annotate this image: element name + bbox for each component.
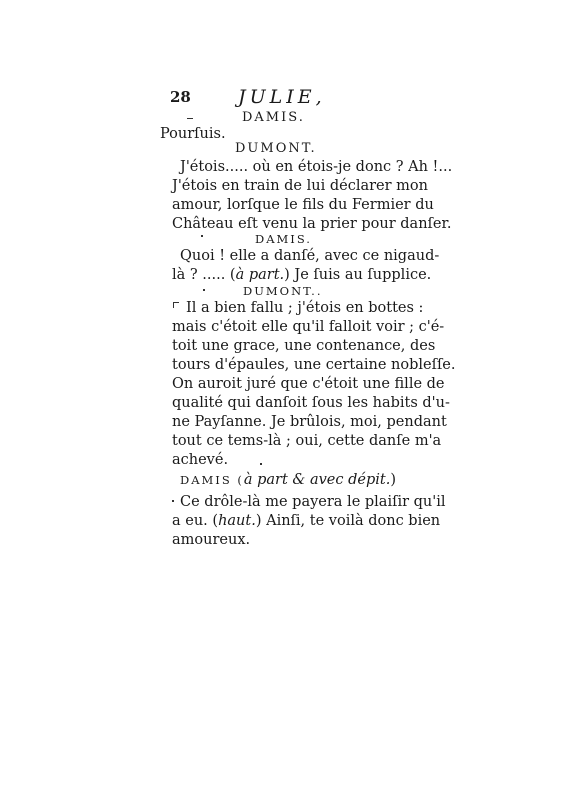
dialogue-line: qualité qui danſoit ſous les habits d'u- <box>172 395 450 411</box>
text-segment: ) Ainſi, te voilà donc bien <box>255 513 441 529</box>
dialogue-line: Ce drôle-là me payera le plaiſir qu'il <box>180 494 446 510</box>
speaker-name: DAMIS ( <box>180 473 244 487</box>
stray-mark <box>173 302 174 308</box>
stray-mark <box>172 500 174 502</box>
text-segment: là ? ..... ( <box>172 267 236 283</box>
stage-direction: à part. <box>235 267 285 283</box>
speaker-damis-direction <box>180 470 420 490</box>
text-segment: a eu. ( <box>172 513 219 529</box>
speaker-damis: DAMIS. <box>255 232 312 246</box>
dialogue-line <box>172 511 441 531</box>
dialogue-line: amour, lorſque le fils du Fermier du <box>172 197 434 213</box>
dialogue-line: Quoi ! elle a danſé, avec ce nigaud- <box>180 248 440 264</box>
stray-mark <box>187 118 193 119</box>
page-number: 28 <box>170 88 191 106</box>
dialogue-line: mais c'étoit elle qu'il falloit voir ; c'é- <box>172 319 445 335</box>
stray-mark <box>203 289 205 291</box>
dialogue-line: J'étois..... où en étois-je donc ? Ah !... <box>180 159 453 175</box>
dialogue-line: ne Payſanne. Je brûlois, moi, pendant <box>172 414 447 430</box>
speaker-dumont: DUMONT. <box>235 141 317 156</box>
stage-direction: haut. <box>218 513 256 529</box>
dialogue-line: toit une grace, une contenance, des <box>172 338 436 354</box>
dialogue-line: tours d'épaules, une certaine nobleſſe. <box>172 357 456 373</box>
stray-mark <box>260 463 262 465</box>
dialogue-line: Pourſuis. <box>160 126 226 142</box>
stray-mark <box>201 235 203 237</box>
dialogue-line: tout ce tems-là ; oui, cette danſe m'a <box>172 433 442 449</box>
dialogue-line: achevé. <box>172 452 229 468</box>
dialogue-line: J'étois en train de lui déclarer mon <box>172 178 428 194</box>
text-segment: ) <box>390 472 396 488</box>
dialogue-line: Il a bien fallu ; j'étois en bottes : <box>186 300 424 316</box>
dialogue-line: amoureux. <box>172 532 251 548</box>
stage-direction: à part & avec dépit. <box>243 472 391 488</box>
dialogue-line: On auroit juré que c'étoit une fille de <box>172 376 445 392</box>
speaker-dumont: DUMONT.. <box>243 284 323 298</box>
dialogue-line: Château eſt venu la prier pour danſer. <box>172 216 452 232</box>
speaker-damis: DAMIS. <box>242 110 305 125</box>
running-title: JULIE, <box>238 86 326 108</box>
text-segment: ) Je ſuis au ſupplice. <box>284 267 432 283</box>
